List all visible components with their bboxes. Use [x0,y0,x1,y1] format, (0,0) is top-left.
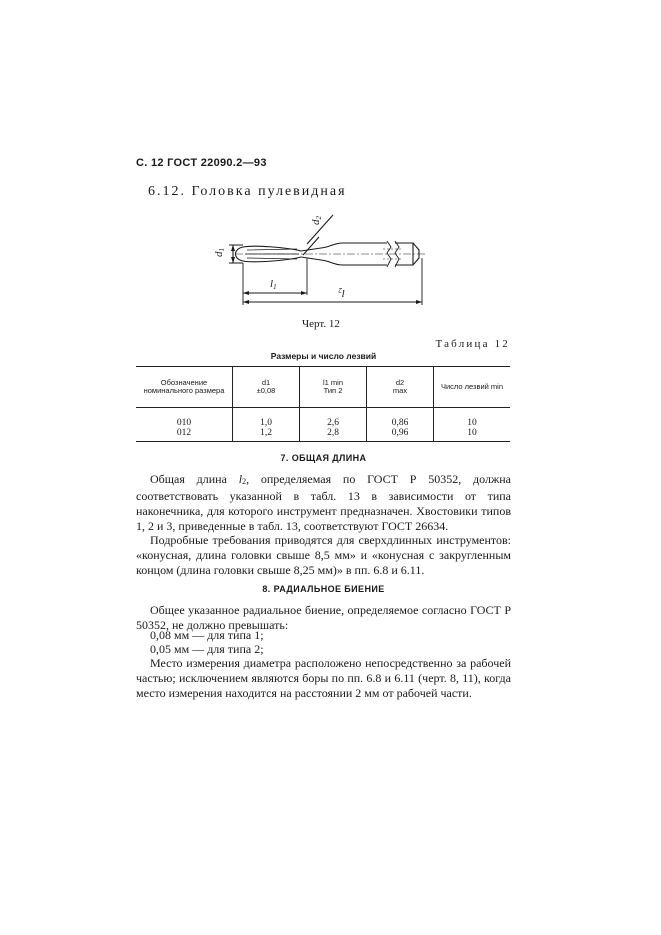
cell-l1: 2,6 [300,408,367,429]
table-row [136,428,510,442]
section-6-12-heading: 6.12. Головка пулевидная [148,184,347,199]
section-8-title: 8. РАДИАЛЬНОЕ БИЕНИЕ [262,584,385,594]
d1-label: d1 [213,248,226,257]
runout-type-2: 0,05 мм — для типа 2; [150,642,264,656]
cell-d2: 0,96 [367,428,434,442]
cell-size: 010 [136,408,233,429]
table-row [136,408,510,429]
dimensions-table [136,366,510,442]
l2-label: l2 [338,286,345,299]
col-d1-header: d1 ±0,08 [233,367,300,408]
cell-d2: 0,86 [367,408,434,429]
cell-blades: 10 [434,428,511,442]
cell-size: 012 [136,428,233,442]
runout-type-1: 0,08 мм — для типа 1; [150,628,264,642]
section-7-title: 7. ОБЩАЯ ДЛИНА [280,453,367,463]
col-designation-header: Обозначение номинального размера [136,367,233,408]
figure-caption: Черт. 12 [302,318,340,330]
page-header: С. 12 ГОСТ 22090.2—93 [136,157,267,169]
col-d2-header: d2 max [367,367,434,408]
section-8-paragraph-1: Общее указанное радиальное биение, определяемое согласно ГОСТ Р 50352, не должно превышать: [136,603,511,632]
table-header-row [136,367,510,408]
section-8-paragraph-2: Место измерения диаметра расположено непосредственно за рабочей частью; исключением являются боры по пп. 6.8 и 6.11 (черт. 8, 11), когда место измерения находится на расстоянии 2 мм от рабочей части. [136,656,511,700]
cell-l1: 2,8 [300,428,367,442]
bur-drawing [215,205,440,315]
col-l1-header: l1 min Тип 2 [300,367,367,408]
section-7-paragraph-1: Общая длина l2, определяемая по ГОСТ Р 50352, должна соответствовать указанной в табл. 13 в зависимости от типа наконечника, для которого инструмент предназначен. Хвостовики типов 1, 2 и 3, приведенные в табл. 13, соответствуют ГОСТ 26634. [136,472,511,533]
d2-label: d2 [310,216,323,225]
l1-label: l1 [270,278,277,291]
cell-blades: 10 [467,418,477,428]
table-label: Таблица 12 [435,338,510,350]
col-blades-header: Число лезвий min [434,367,511,408]
section-7-paragraph-2: Подробные требования приводятся для сверхдлинных инструментов: «конусная, длина головки свыше 8,5 мм» и «конусная с закругленным концом (длина головки свыше 8,25 мм)» в пп. 6.8 и 6.11. [136,533,511,577]
cell-d1: 1,0 [233,408,300,429]
cell-d1: 1,2 [233,428,300,442]
table-title: Размеры и число лезвий [270,351,377,361]
